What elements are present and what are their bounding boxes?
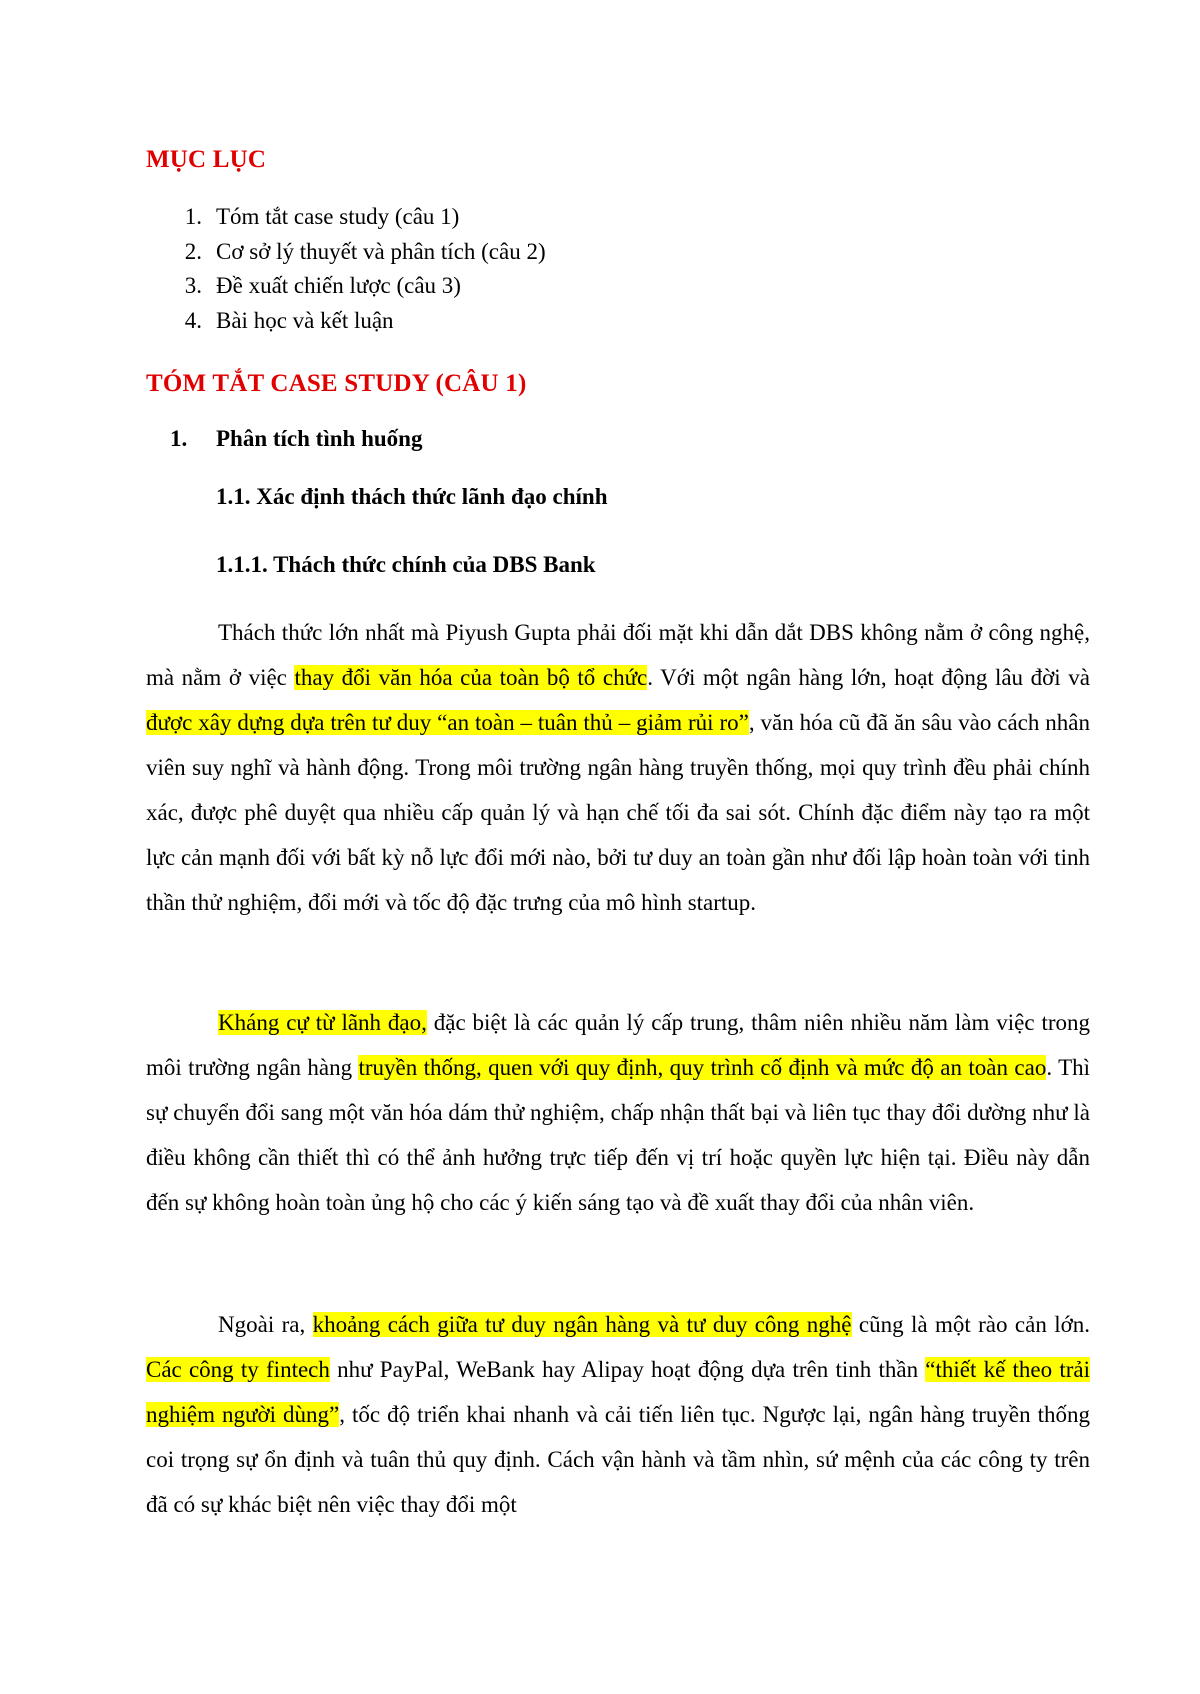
text-run: đặc biệt là các quản lý cấp trung, thâm niên nhiều năm làm việc trong môi trường ngân hàng [146,1010,1091,1080]
heading-level-3: 1.1.1. Thách thức chính của DBS Bank [216,552,596,577]
highlighted-text: truyền thống, quen với quy định, quy trình cố định và mức độ an toàn cao [358,1055,1047,1080]
highlighted-text: “thiết kế theo trải nghiệm người dùng” [146,1357,1091,1427]
text-run: , tốc độ triển khai nhanh và cải tiến liên tục. Ngược lại, ngân hàng truyền thống coi trọng sự ổn định và tuân thủ quy định. Cách vận hành và tầm nhìn, sứ mệnh của các công ty trên đã có sự khác biệt nên việc thay đổi một [146,1402,1090,1517]
highlighted-text: Các công ty fintech [146,1357,330,1382]
highlighted-text: được xây dựng dựa trên tư duy “an toàn – tuân thủ – giảm rủi ro” [146,710,749,735]
highlighted-text: Kháng cự từ lãnh đạo, [218,1010,427,1035]
paragraph-1 [146,610,1090,925]
toc-list [146,200,546,338]
toc-item [146,269,546,304]
toc-item-number: 4. [184,307,202,333]
toc-item-number: 3. [184,273,202,298]
paragraph-2 [146,1000,1090,1225]
toc-item [146,235,546,270]
toc-item-label: Đề xuất chiến lược (câu 3) [216,273,461,298]
toc-item-label: Cơ sở lý thuyết và phân tích (câu 2) [216,238,546,264]
section-title: TÓM TẮT CASE STUDY (CÂU 1) [146,370,527,397]
heading-level-1-label: Phân tích tình huống [216,426,423,451]
paragraph-3 [146,1302,1090,1527]
toc-item [146,200,546,235]
text-run: như PayPal, WeBank hay Alipay hoạt động dựa trên tinh thần [329,1357,926,1382]
heading-level-1-number: 1. [170,426,188,451]
text-run: , văn hóa cũ đã ăn sâu vào cách nhân viên suy nghĩ và hành động. Trong môi trường ngân hàng truyền thống, mọi quy trình đều phải chính xác, được phê duyệt qua nhiều cấp quản lý và hạn chế tối đa sai sót. Chính đặc điểm này tạo ra một lực cản mạnh đối với bất kỳ nỗ lực đổi mới nào, bởi tư duy an toàn gần như đối lập hoàn toàn với tinh thần thử nghiệm, đổi mới và tốc độ đặc trưng của mô hình startup. [146,710,1090,915]
text-run: . Với một ngân hàng lớn, hoạt động lâu đời và [647,665,1090,690]
toc-title: MỤC LỤC [146,146,267,173]
toc-item-number: 2. [184,238,202,264]
text-run: . Thì sự chuyển đổi sang một văn hóa dám thử nghiệm, chấp nhận thất bại và liên tục thay đổi dường như là điều không cần thiết thì có thể ảnh hưởng trực tiếp đến vị trí hoặc quyền lực hiện tại. Điều này dẫn đến sự không hoàn toàn ủng hộ cho các ý kiến sáng tạo và đề xuất thay đổi của nhân viên. [146,1055,1091,1215]
highlighted-text: khoảng cách giữa tư duy ngân hàng và tư duy công nghệ [312,1312,852,1337]
toc-item [146,304,546,339]
heading-level-2: 1.1. Xác định thách thức lãnh đạo chính [216,484,608,509]
toc-item-label: Bài học và kết luận [216,307,394,333]
text-run: Thách thức lớn nhất mà Piyush Gupta phải đối mặt khi dẫn dắt DBS không nằm ở công nghệ, mà nằm ở việc [146,620,1090,690]
highlighted-text: thay đổi văn hóa của toàn bộ tổ chức [294,665,648,690]
toc-item-number: 1. [184,204,202,229]
text-run: cũng là một rào cản lớn. [851,1312,1091,1337]
toc-item-label: Tóm tắt case study (câu 1) [216,204,460,229]
heading-level-1 [170,426,422,452]
text-run: Ngoài ra, [218,1312,313,1337]
